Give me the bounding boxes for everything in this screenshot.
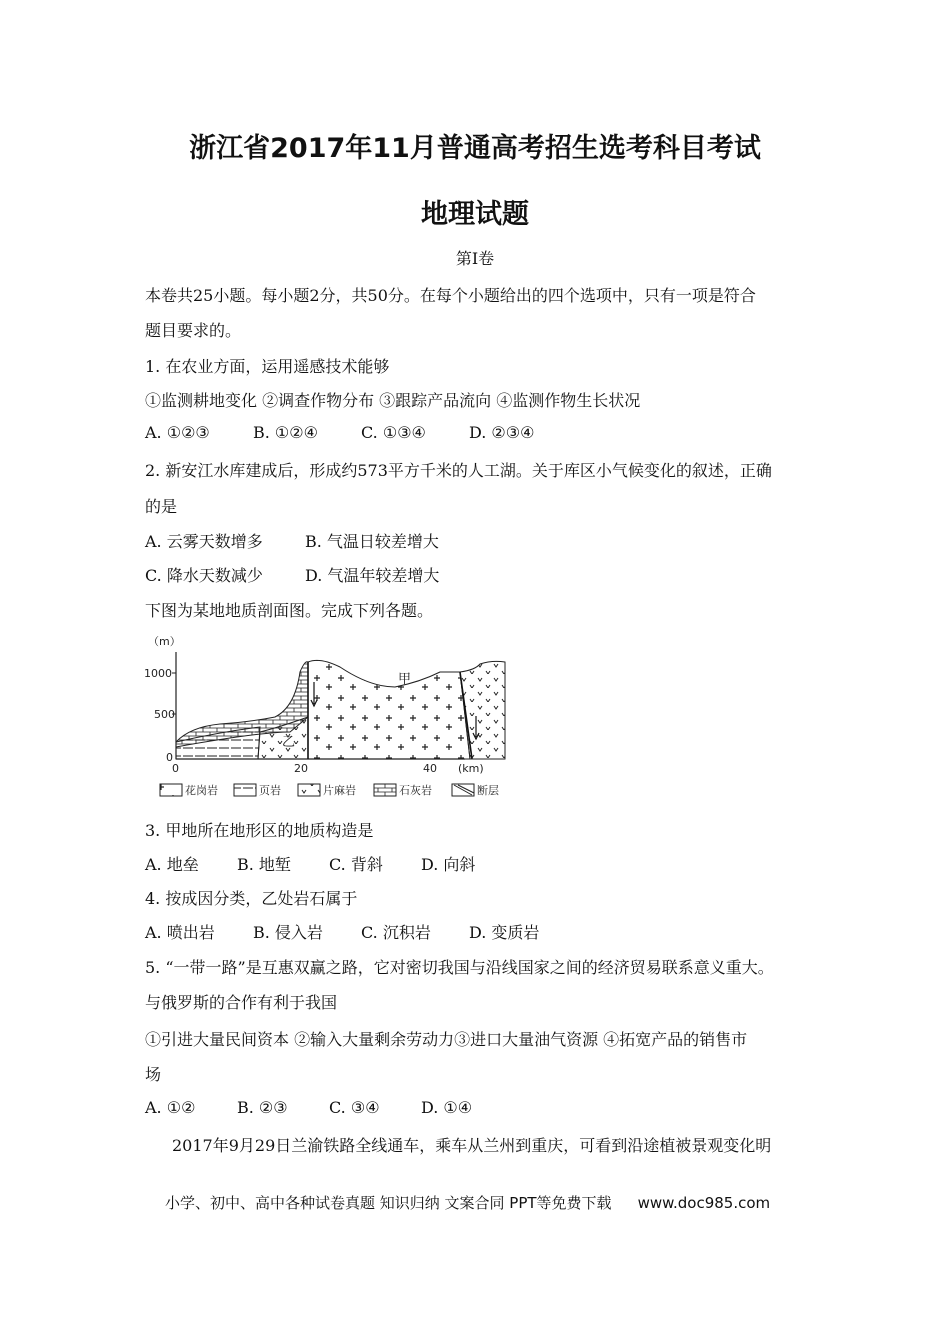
footer-text: 小学、初中、高中各种试卷真题 知识归纳 文案合同 PPT等免费下载	[165, 1194, 612, 1212]
y-tick-500: 500	[154, 708, 175, 721]
q1-option-c[interactable]: C. ①③④	[361, 423, 426, 442]
q2-option-b[interactable]: B. 气温日较差增大	[305, 532, 439, 551]
section-label: 第Ⅰ卷	[455, 249, 495, 268]
q4-stem: 4. 按成因分类，乙处岩石属于	[145, 889, 358, 908]
q4-option-d[interactable]: D. 变质岩	[469, 923, 540, 942]
x-tick-20: 20	[294, 762, 308, 775]
q3-option-d[interactable]: D. 向斜	[421, 855, 476, 874]
q5-items-1: ①引进大量民间资本 ②输入大量剩余劳动力③进口大量油气资源 ④拓宽产品的销售市	[145, 1030, 748, 1049]
y-unit-label: （m）	[148, 635, 181, 648]
figure-intro: 下图为某地地质剖面图。完成下列各题。	[145, 601, 434, 620]
intro-line-1: 本卷共25小题。每小题2分，共50分。在每个小题给出的四个选项中，只有一项是符合	[145, 286, 756, 305]
geologic-cross-section	[140, 632, 520, 802]
x-tick-40: 40	[423, 762, 437, 775]
x-unit-label: (km)	[458, 762, 484, 775]
legend-shale-swatch	[234, 784, 256, 796]
q3-options	[145, 852, 475, 875]
q4-option-c[interactable]: C. 沉积岩	[361, 923, 431, 942]
legend-fault: 断层	[477, 784, 499, 797]
q4-option-b[interactable]: B. 侵入岩	[253, 923, 323, 942]
page-subtitle: 地理试题	[421, 199, 529, 230]
legend-granite-swatch	[160, 784, 182, 796]
q1-option-a[interactable]: A. ①②③	[145, 423, 210, 442]
label-jia: 甲	[398, 672, 412, 687]
q5-stem-1: 5. “一带一路”是互惠双赢之路，它对密切我国与沿线国家之间的经济贸易联系意义重大。	[145, 958, 774, 977]
q5-items-2: 场	[145, 1065, 162, 1084]
q3-option-b[interactable]: B. 地堑	[237, 855, 291, 874]
y-tick-0: 0	[166, 751, 173, 764]
q5-options	[145, 1098, 472, 1117]
q2-options-row2	[145, 563, 439, 586]
q1-option-b[interactable]: B. ①②④	[253, 423, 318, 442]
granite-block	[308, 660, 470, 759]
q1-items: ①监测耕地变化 ②调查作物分布 ③跟踪产品流向 ④监测作物生长状况	[145, 391, 641, 410]
q2-stem-2: 的是	[145, 497, 178, 516]
q3-option-c[interactable]: C. 背斜	[329, 855, 383, 874]
x-tick-0: 0	[172, 762, 179, 775]
q2-stem-1: 2. 新安江水库建成后，形成约573平方千米的人工湖。关于库区小气候变化的叙述，正确	[145, 461, 772, 480]
legend-limestone-swatch	[374, 784, 396, 796]
q2-option-a[interactable]: A. 云雾天数增多	[145, 532, 263, 551]
q4-option-a[interactable]: A. 喷出岩	[145, 923, 215, 942]
legend-granite: 花岗岩	[185, 784, 218, 797]
footer-url-link[interactable]: www.doc985.com	[637, 1194, 771, 1212]
q2-option-d[interactable]: D. 气温年较差增大	[305, 566, 440, 585]
page-footer	[165, 1192, 770, 1213]
q3-option-a[interactable]: A. 地垒	[145, 855, 199, 874]
y-tick-1000: 1000	[144, 667, 172, 680]
q3-stem: 3. 甲地所在地形区的地质构造是	[145, 821, 374, 840]
q1-options	[145, 423, 534, 442]
q5-stem-2: 与俄罗斯的合作有利于我国	[145, 993, 338, 1012]
q5-option-b[interactable]: B. ②③	[237, 1098, 288, 1117]
legend-shale: 页岩	[259, 784, 281, 797]
legend-limestone: 石灰岩	[399, 784, 432, 797]
label-yi: 乙	[282, 735, 296, 750]
q1-option-d[interactable]: D. ②③④	[469, 423, 535, 442]
q5-option-d[interactable]: D. ①④	[421, 1098, 473, 1117]
q5-option-c[interactable]: C. ③④	[329, 1098, 380, 1117]
q4-options	[145, 920, 539, 943]
passage-text: 2017年9月29日兰渝铁路全线通车，乘车从兰州到重庆，可看到沿途植被景观变化明	[172, 1136, 772, 1155]
q2-options-row1	[145, 529, 439, 552]
q2-option-c[interactable]: C. 降水天数减少	[145, 566, 263, 585]
legend-gneiss-swatch	[298, 784, 320, 796]
legend-gneiss: 片麻岩	[323, 784, 356, 797]
q5-option-a[interactable]: A. ①②	[145, 1098, 196, 1117]
page-title: 浙江省2017年11月普通高考招生选考科目考试	[189, 133, 761, 164]
intro-line-2: 题目要求的。	[145, 321, 242, 340]
q1-stem: 1. 在农业方面，运用遥感技术能够	[145, 357, 390, 376]
